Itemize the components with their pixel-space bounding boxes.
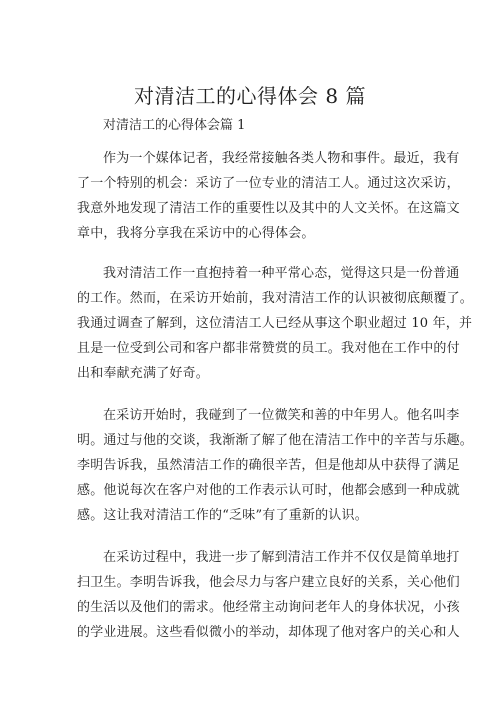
paragraph-line: 我意外地发现了清洁工作的重要性以及其中的人文关怀。在这篇文 [77, 201, 460, 216]
paragraph-line: 李明告诉我，虽然清洁工作的确很辛苦，但是他却从中获得了满足 [77, 458, 460, 473]
paragraph-1 [0, 146, 500, 246]
paragraph-line: 明。通过与他的交谈，我渐渐了解了他在清洁工作中的辛苦与乐趣。 [77, 433, 474, 448]
paragraph-line: 的工作。然而，在采访开始前，我对清洁工作的认识被彻底颠覆了。 [77, 291, 474, 306]
paragraph-line: 出和奉献充满了好奇。 [77, 366, 210, 381]
paragraph-line: 感。他说每次在客户对他的工作表示认可时，他都会感到一种成就 [77, 483, 460, 498]
paragraph-3 [0, 403, 500, 528]
paragraph-line: 的学业进展。这些看似微小的举动，却体现了他对客户的关心和人 [77, 625, 460, 640]
document-title: 对清洁工的心得体会 8 篇 [134, 84, 366, 108]
paragraph-line: 章中，我将分享我在采访中的心得体会。 [77, 226, 315, 241]
paragraph-4 [0, 545, 500, 645]
document-subtitle: 对清洁工的心得体会篇 1 [103, 118, 246, 133]
paragraph-line: 在采访开始时，我碰到了一位微笑和善的中年男人。他名叫李 [103, 408, 460, 423]
paragraph-line: 感。这让我对清洁工作的“乏味”有了重新的认识。 [77, 508, 368, 523]
paragraph-line: 扫卫生。李明告诉我，他会尽力与客户建立良好的关系，关心他们 [77, 575, 460, 590]
paragraph-line: 的生活以及他们的需求。他经常主动询问老年人的身体状况，小孩 [77, 600, 460, 615]
paragraph-line: 我通过调查了解到，这位清洁工人已经从事这个职业超过 10 年，并 [77, 316, 473, 331]
paragraph-line: 在采访过程中，我进一步了解到清洁工作并不仅仅是简单地打 [103, 550, 460, 565]
paragraph-line: 作为一个媒体记者，我经常接触各类人物和事件。最近，我有 [103, 151, 460, 166]
paragraph-line: 且是一位受到公司和客户都非常赞赏的员工。我对他在工作中的付 [77, 341, 460, 356]
paragraph-line: 了一个特别的机会：采访了一位专业的清洁工人。通过这次采访， [77, 176, 460, 191]
paragraph-line: 我对清洁工作一直抱持着一种平常心态，觉得这只是一份普通 [103, 266, 460, 281]
paragraph-2 [0, 261, 500, 386]
